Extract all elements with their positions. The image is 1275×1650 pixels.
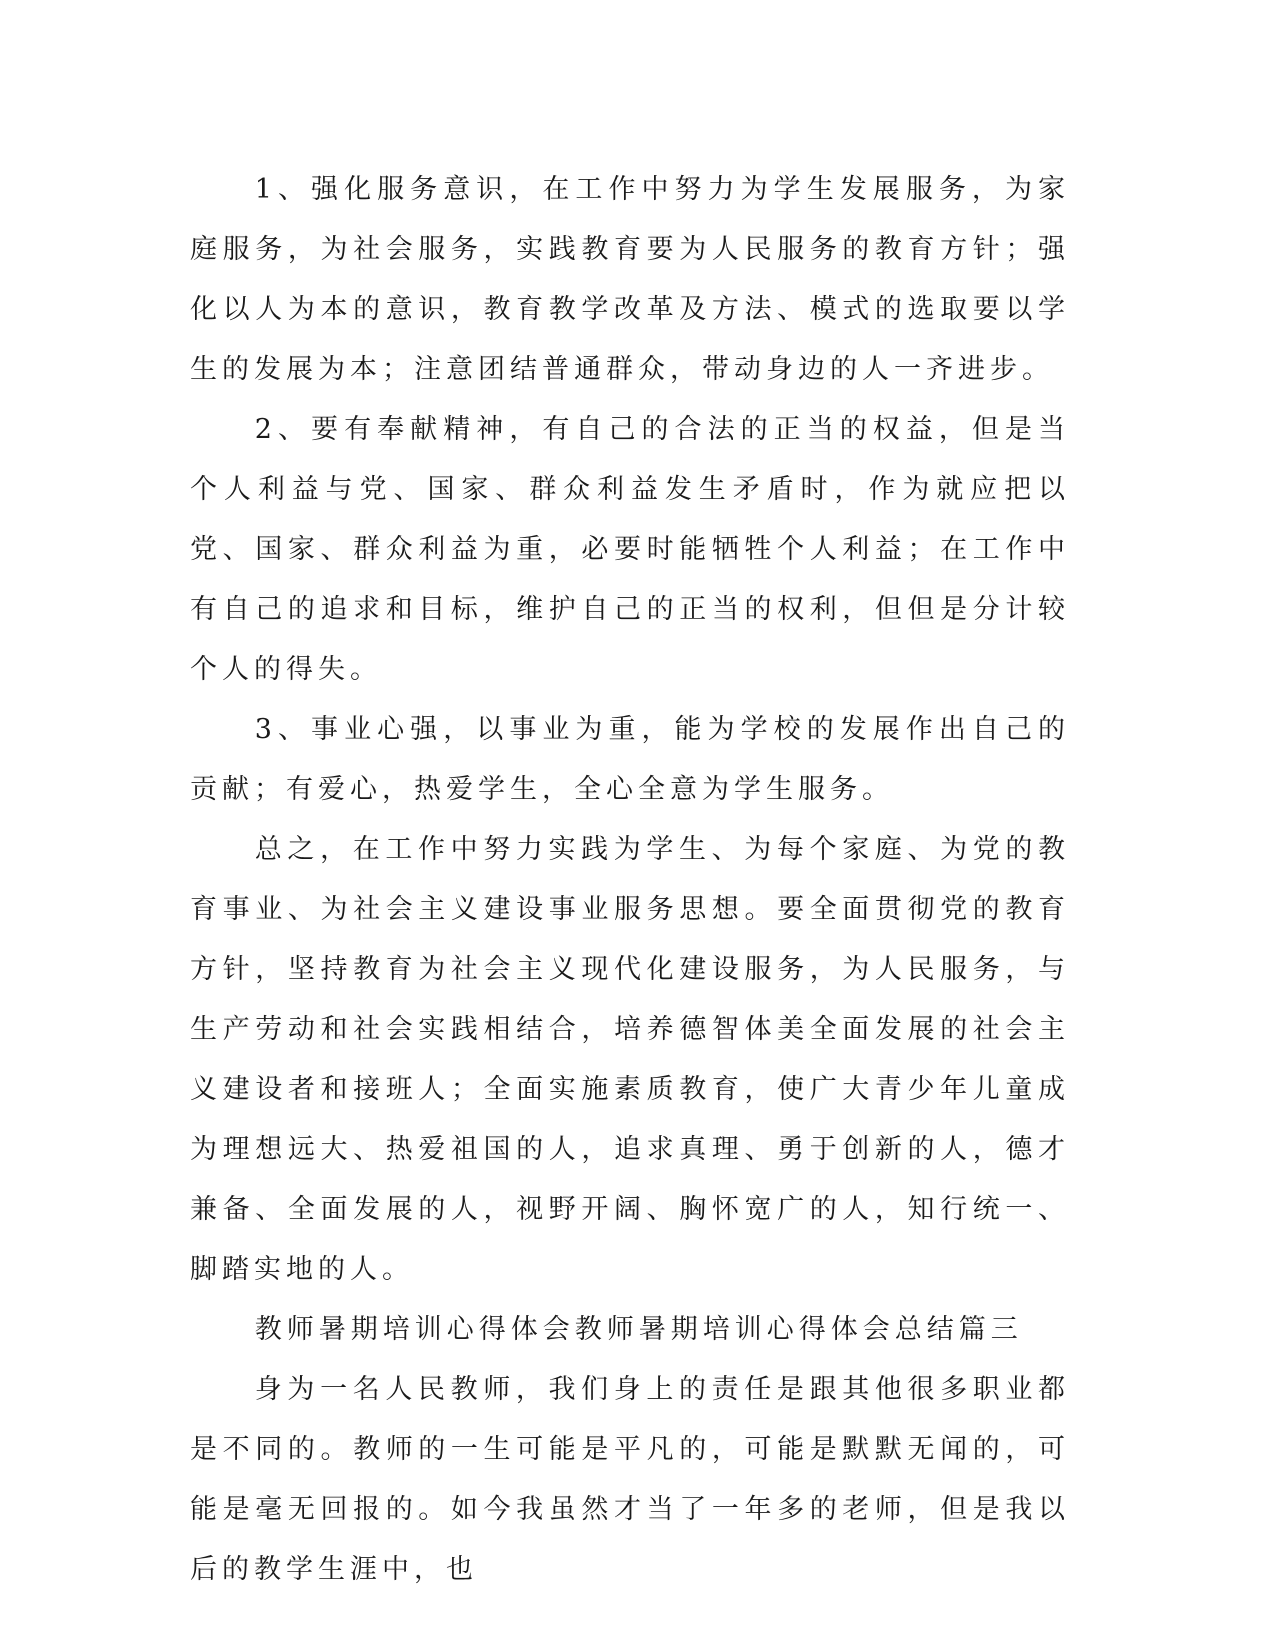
section-heading: 教师暑期培训心得体会教师暑期培训心得体会总结篇三 — [254, 1314, 1023, 1345]
paragraph-dedication: 2、要有奉献精神，有自己的合法的正当的权益，但是当个人利益与党、国家、群众利益发生矛盾时，作为就应把以党、国家、群众利益为重，必要时能牺牲个人利益；在工作中有自己的追求和目标，维护自己的正当的权利，但但是分计较个人的得失。 — [190, 414, 1070, 685]
paragraph-career-commitment: 3、事业心强，以事业为重，能为学校的发展作出自己的贡献；有爱心，热爱学生，全心全意为学生服务。 — [190, 714, 1070, 805]
paragraph-service-awareness: 1、强化服务意识，在工作中努力为学生发展服务，为家庭服务，为社会服务，实践教育要为人民服务的教育方针；强化以人为本的意识，教育教学改革及方法、模式的选取要以学生的发展为本；注意团结普通群众，带动身边的人一齐进步。 — [190, 174, 1070, 385]
paragraph-summary: 总之，在工作中努力实践为学生、为每个家庭、为党的教育事业、为社会主义建设事业服务思想。要全面贯彻党的教育方针，坚持教育为社会主义现代化建设服务，为人民服务，与生产劳动和社会实践相结合，培养德智体美全面发展的社会主义建设者和接班人；全面实施素质教育，使广大青少年儿童成为理想远大、热爱祖国的人，追求真理、勇于创新的人，德才兼备、全面发展的人，视野开阔、胸怀宽广的人，知行统一、脚踏实地的人。 — [190, 834, 1070, 1285]
paragraph-closing: 身为一名人民教师，我们身上的责任是跟其他很多职业都是不同的。教师的一生可能是平凡的，可能是默默无闻的，可能是毫无回报的。如今我虽然才当了一年多的老师，但是我以后的教学生涯中，也 — [190, 1374, 1070, 1585]
document-body — [190, 160, 1070, 1600]
